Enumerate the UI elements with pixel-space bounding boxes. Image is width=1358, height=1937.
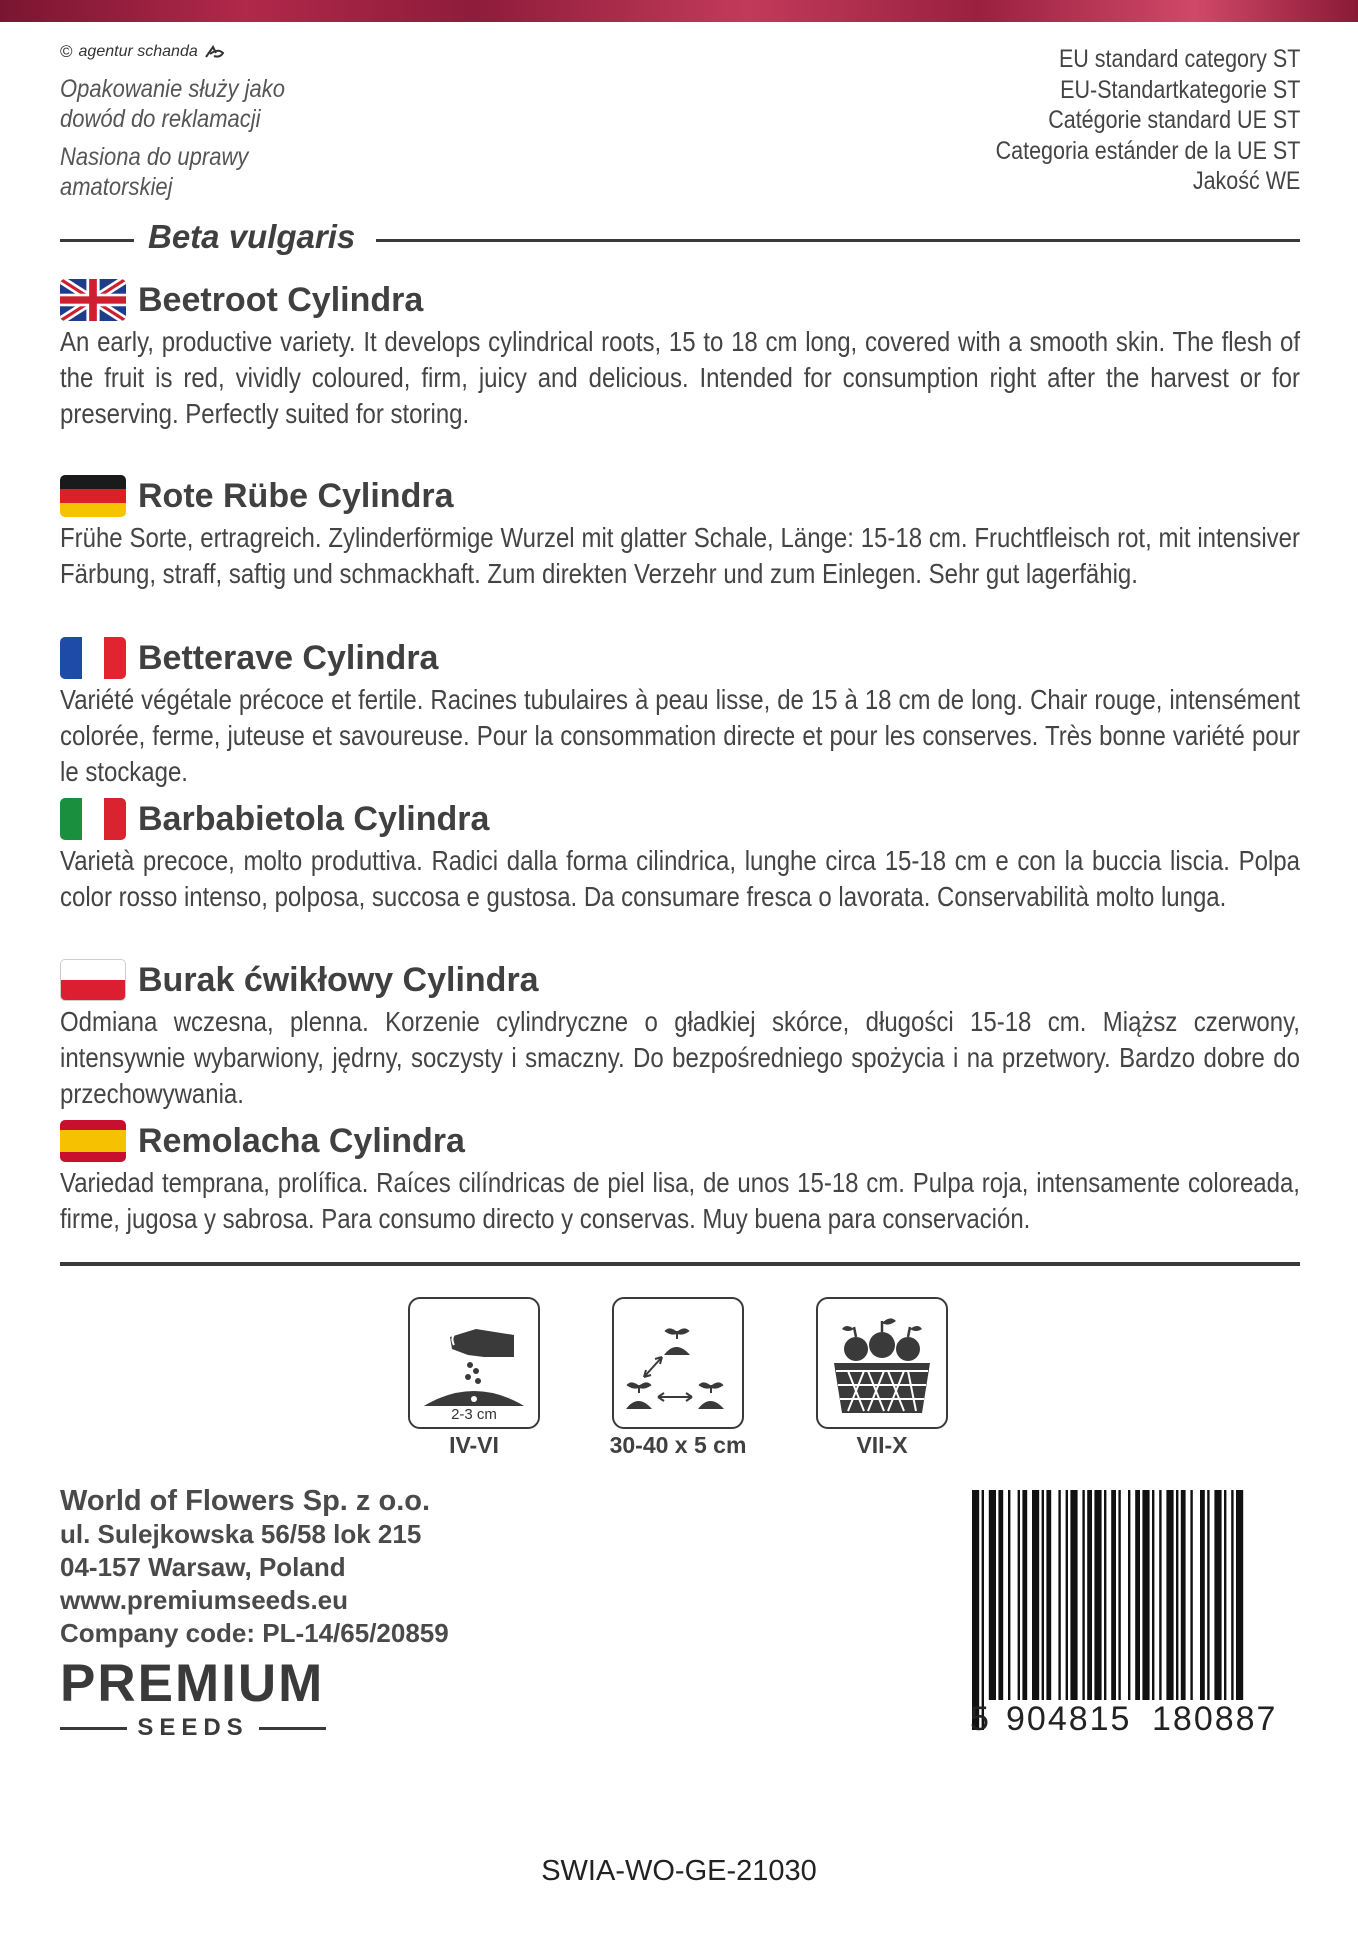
logo-sub-text: SEEDS: [137, 1714, 249, 1741]
section-spanish: [60, 1119, 1300, 1237]
barcode-bar: [1135, 1490, 1140, 1700]
company-city: 04-157 Warsaw, Poland: [60, 1552, 346, 1582]
barcode-bar: [1236, 1490, 1243, 1700]
eu-standard-line: Categoria estánder de la UE ST: [995, 136, 1300, 165]
section-italian: [60, 797, 1300, 915]
sowing-period-label: IV-VI: [449, 1432, 499, 1458]
barcode-bar: [1032, 1490, 1039, 1700]
complaint-note: [60, 74, 324, 134]
section-german: [60, 474, 1300, 592]
barcode-bar: [1022, 1490, 1027, 1700]
eu-standard-line: Catégorie standard UE ST: [1047, 106, 1300, 134]
barcode-first-digit: 5: [970, 1700, 989, 1738]
barcode-bar: [1166, 1490, 1173, 1700]
barcode-bar: [1181, 1490, 1186, 1700]
section-title: Rote Rübe Cylindra: [138, 476, 454, 515]
barcode-bar: [1176, 1490, 1178, 1700]
company-name: World of Flowers Sp. z o.o.: [60, 1485, 431, 1517]
barcode-bar: [1224, 1490, 1226, 1700]
section-description: Variété végétale précoce et fertile. Racines tubulaires à peau lisse, de 15 à 18 cm de long. Chair rouge, intensément colorée, ferme, juteuse et savoureuse. Pour la consommation directe et pour les conserves. Très bonne variété pour le stockage.: [60, 684, 1300, 787]
company-address: [60, 1485, 449, 1650]
company-website[interactable]: www.premiumseeds.eu: [60, 1585, 349, 1615]
divider-left: [60, 239, 134, 242]
harvest-basket-icon: [816, 1297, 948, 1429]
barcode-bar: [1111, 1490, 1116, 1730]
amateur-note: [60, 142, 324, 202]
spacing-label: 30-40 x 5 cm: [609, 1432, 747, 1458]
barcode-bar: [982, 1490, 984, 1730]
harvest-period-label: VII-X: [856, 1432, 908, 1458]
section-title: Barbabietola Cylindra: [138, 799, 490, 838]
barcode-bar: [1159, 1490, 1161, 1700]
barcode-bar: [1094, 1490, 1101, 1700]
section-description: Frühe Sorte, ertragreich. Zylinderförmige Wurzel mit glatter Schale, Länge: 15-18 cm. Fruchtfleisch rot, mit intensiver Färbung, straff, saftig und schmackhaft. Zum direkten Verzehr und zum Einlegen. Sehr gut lagerfähig.: [60, 522, 1300, 589]
barcode-bar: [1066, 1490, 1068, 1700]
section-title: Betterave Cylindra: [138, 638, 439, 677]
divider-right: [376, 239, 1300, 242]
barcode-bar: [1058, 1490, 1060, 1700]
section-description: An early, productive variety. It develops cylindrical roots, 15 to 18 cm long, covered with a smooth skin. The flesh of the fruit is red, vividly coloured, firm, juicy and delicious. Intended for consumption right after the harvest or for preserving. Perfectly suited for storing.: [60, 326, 1300, 429]
eu-standard-line: EU standard category ST: [1058, 45, 1300, 73]
barcode-left-group: 904815: [1006, 1700, 1132, 1738]
amateur-note-line: amatorskiej: [60, 173, 173, 201]
barcode-bar: [1152, 1490, 1154, 1700]
footer-product-code: SWIA-WO-GE-21030: [541, 1855, 817, 1887]
section-title: Remolacha Cylindra: [138, 1121, 465, 1160]
sowing-depth-label: 2-3 cm: [410, 1406, 538, 1423]
barcode-bar: [1231, 1490, 1233, 1700]
premium-seeds-logo: [60, 1656, 326, 1742]
copyright-text: agentur schanda: [78, 43, 198, 60]
logo-main-text: PREMIUM: [60, 1654, 325, 1713]
section-title: Burak ćwikłowy Cylindra: [138, 960, 539, 999]
company-code: Company code: PL-14/65/20859: [60, 1618, 449, 1648]
section-description: Varietà precoce, molto produttiva. Radici dalla forma cilindrica, lunghe circa 15-18 cm e con la buccia liscia. Polpa color rosso intenso, polposa, succosa e gustosa. Da consumare fresca o lavorata. Conservabilità molto lunga.: [60, 845, 1300, 912]
france-flag-icon: [60, 637, 126, 679]
latin-name-row: [60, 218, 1300, 258]
section-title: Beetroot Cylindra: [138, 280, 424, 319]
barcode-bar: [1018, 1490, 1020, 1700]
poland-flag-icon: [60, 959, 126, 1001]
section-divider: [60, 1262, 1300, 1266]
barcode-bar: [1082, 1490, 1084, 1700]
eu-standard-line: EU-Standartkategorie ST: [1059, 75, 1300, 104]
barcode-bar: [1142, 1490, 1149, 1700]
barcode-bar: [1104, 1490, 1106, 1700]
barcode-bar: [989, 1490, 996, 1700]
barcode-right-group: 180887: [1152, 1700, 1278, 1738]
section-description: Variedad temprana, prolífica. Raíces cilíndricas de piel lisa, de unos 15-18 cm. Pulpa roja, intensamente coloreada, firme, jugosa y sabrosa. Para consumo directo y conservas. Muy buena para conservación.: [60, 1167, 1300, 1234]
amateur-note-line: Nasiona do uprawy: [60, 143, 249, 171]
barcode-bar: [1070, 1490, 1077, 1700]
section-polish: [60, 958, 1300, 1112]
barcode-bar: [1207, 1490, 1209, 1700]
copyright-symbol: ©: [60, 42, 73, 61]
complaint-note-line: Opakowanie służy jako: [60, 75, 286, 103]
barcode-bar: [1118, 1490, 1120, 1730]
spain-flag-icon: [60, 1120, 126, 1162]
complaint-note-line: dowód do reklamacji: [60, 105, 261, 133]
logo-line-left: [60, 1727, 127, 1730]
signature-mark-icon: [204, 44, 226, 60]
section-english: [60, 278, 1300, 432]
eu-standard-block: [995, 44, 1300, 197]
uk-flag-icon: [60, 279, 126, 321]
barcode-bar: [1214, 1490, 1221, 1700]
spacing-icon: [612, 1297, 744, 1429]
barcode-bar: [1042, 1490, 1044, 1700]
logo-line-right: [259, 1727, 326, 1730]
barcode-bar: [1087, 1490, 1092, 1700]
section-description: Odmiana wczesna, plenna. Korzenie cylindryczne o gładkiej skórce, długości 15-18 cm. Miąższ czerwony, intensywnie wybarwiony, jędrny, soczysty i smaczny. Do bezpośredniego spożycia i na przetwory. Bardzo dobre do przechowywania.: [60, 1006, 1300, 1109]
barcode-bar: [998, 1490, 1003, 1700]
sowing-icon: [408, 1297, 540, 1429]
barcode-bar: [1008, 1490, 1010, 1700]
germany-flag-icon: [60, 475, 126, 517]
section-french: [60, 636, 1300, 790]
eu-standard-line: Jakość WE: [1192, 167, 1300, 195]
barcode-bar: [1190, 1490, 1192, 1700]
barcode-bar: [1128, 1490, 1130, 1700]
copyright-line: [60, 42, 226, 62]
barcode-bar: [1200, 1490, 1205, 1700]
company-street: ul. Sulejkowska 56/58 lok 215: [60, 1519, 422, 1549]
italy-flag-icon: [60, 798, 126, 840]
barcode-bar: [1046, 1490, 1051, 1700]
latin-name: Beta vulgaris: [148, 218, 356, 255]
barcode-bar: [972, 1490, 979, 1730]
top-decorative-band: [0, 0, 1358, 22]
